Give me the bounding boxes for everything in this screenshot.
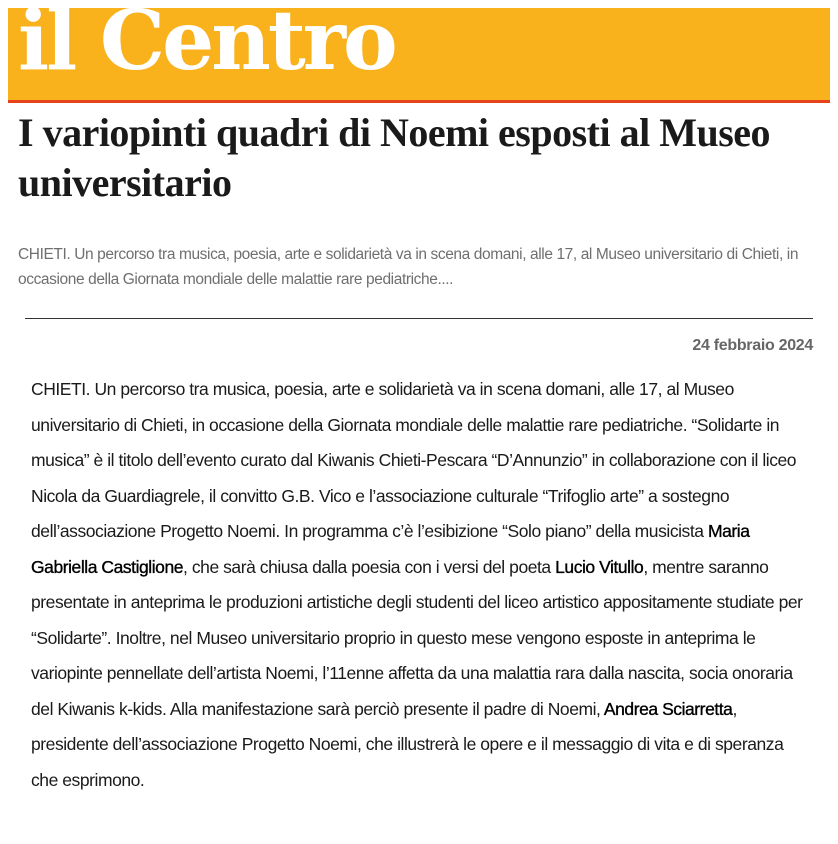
masthead-banner bbox=[8, 0, 830, 103]
article-body bbox=[31, 372, 811, 798]
body-text-segment: , mentre saranno presentate in anteprima le produzioni artistiche degli studenti del liceo artistico appositamente studiate per “Solidarte”. Inoltre, nel Museo universitario proprio in questo mese vengono esposte in anteprima le variopinte pennellate dell’artista Noemi, l’11enne affetta da una malattia rara dalla nascita, socia onoraria del Kiwanis k-kids. Alla manifestazione sarà perciò presente il padre di Noemi, bbox=[31, 556, 803, 719]
publication-date: 24 febbraio 2024 bbox=[692, 337, 813, 354]
newspaper-logo[interactable]: il Centro bbox=[18, 0, 395, 89]
body-text-segment: , che sarà chiusa dalla poesia con i versi del poeta bbox=[183, 556, 556, 577]
divider-line bbox=[25, 318, 813, 319]
person-name-link[interactable]: Andrea Sciarretta bbox=[603, 698, 733, 719]
article-headline: I variopinti quadri di Noemi esposti al Museo universitario bbox=[18, 110, 771, 205]
person-name-link[interactable]: Lucio Vitullo bbox=[555, 556, 644, 577]
article-summary: CHIETI. Un percorso tra musica, poesia, arte e solidarietà va in scena domani, alle 17, al Museo universitario di Chieti, in occasione della Giornata mondiale delle malattie rare pediatriche.... bbox=[18, 246, 799, 288]
body-text-segment: , presidente dell’associazione Progetto Noemi, che illustrerà le opere e il messaggio di vita e di speranza che esprimono. bbox=[31, 698, 784, 790]
person-name-link[interactable]: Maria Gabriella Castiglione bbox=[31, 521, 750, 577]
body-text-segment: CHIETI. Un percorso tra musica, poesia, arte e solidarietà va in scena domani, alle 17, al Museo universitario di Chieti, in occasione della Giornata mondiale delle malattie rare pediatriche. “Solidarte in musica” è il titolo dell’evento curato dal Kiwanis Chieti-Pescara “D’Annunzio” in collaborazione con il liceo Nicola da Guardiagrele, il convitto G.B. Vico e l’associazione culturale “Trifoglio arte” a sostegno dell’associazione Progetto Noemi. In programma c’è l’esibizione “Solo piano” della musicista bbox=[31, 379, 797, 541]
